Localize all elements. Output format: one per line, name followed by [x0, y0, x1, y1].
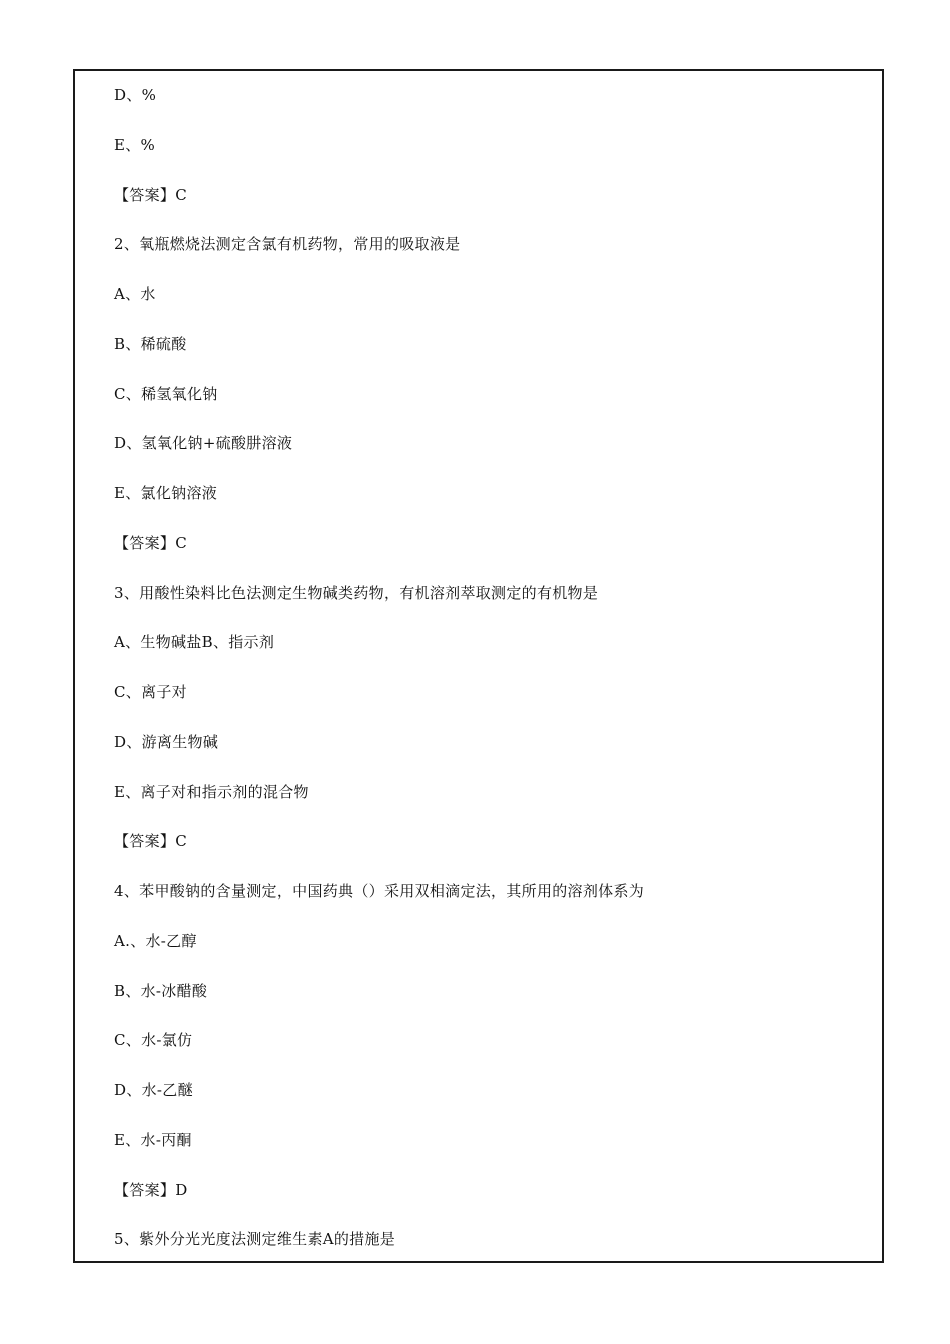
q2-option-d: D、氢氧化钠+硫酸肼溶液 — [114, 434, 293, 452]
q4-option-c: C、水-氯仿 — [114, 1031, 193, 1049]
option-d: D、% — [114, 86, 157, 104]
q4-option-e: E、水-丙酮 — [114, 1131, 192, 1149]
q3-option-d: D、游离生物碱 — [114, 733, 219, 751]
question-2: 2、氧瓶燃烧法测定含氯有机药物，常用的吸取液是 — [114, 235, 461, 253]
q2-option-a: A、水 — [114, 285, 156, 303]
answer-3: 【答案】C — [114, 832, 187, 850]
answer-4: 【答案】D — [114, 1181, 188, 1199]
q3-option-ab: A、生物碱盐B、指示剂 — [114, 633, 275, 651]
question-5: 5、紫外分光光度法测定维生素A的措施是 — [114, 1230, 396, 1248]
q2-option-b: B、稀硫酸 — [114, 335, 187, 353]
question-4: 4、苯甲酸钠的含量测定，中国药典（）采用双相滴定法，其所用的溶剂体系为 — [114, 882, 645, 900]
answer-2: 【答案】C — [114, 534, 187, 552]
option-e: E、% — [114, 136, 156, 154]
q2-option-c: C、稀氢氧化钠 — [114, 385, 218, 403]
q2-option-e: E、氯化钠溶液 — [114, 484, 218, 502]
q4-option-a: A.、水-乙醇 — [114, 932, 197, 950]
q3-option-c: C、离子对 — [114, 683, 187, 701]
answer-1: 【答案】C — [114, 186, 187, 204]
q4-option-d: D、水-乙醚 — [114, 1081, 193, 1099]
question-3: 3、用酸性染料比色法测定生物碱类药物，有机溶剂萃取测定的有机物是 — [114, 584, 599, 602]
q3-option-e: E、离子对和指示剂的混合物 — [114, 783, 309, 801]
q4-option-b: B、水-冰醋酸 — [114, 982, 208, 1000]
